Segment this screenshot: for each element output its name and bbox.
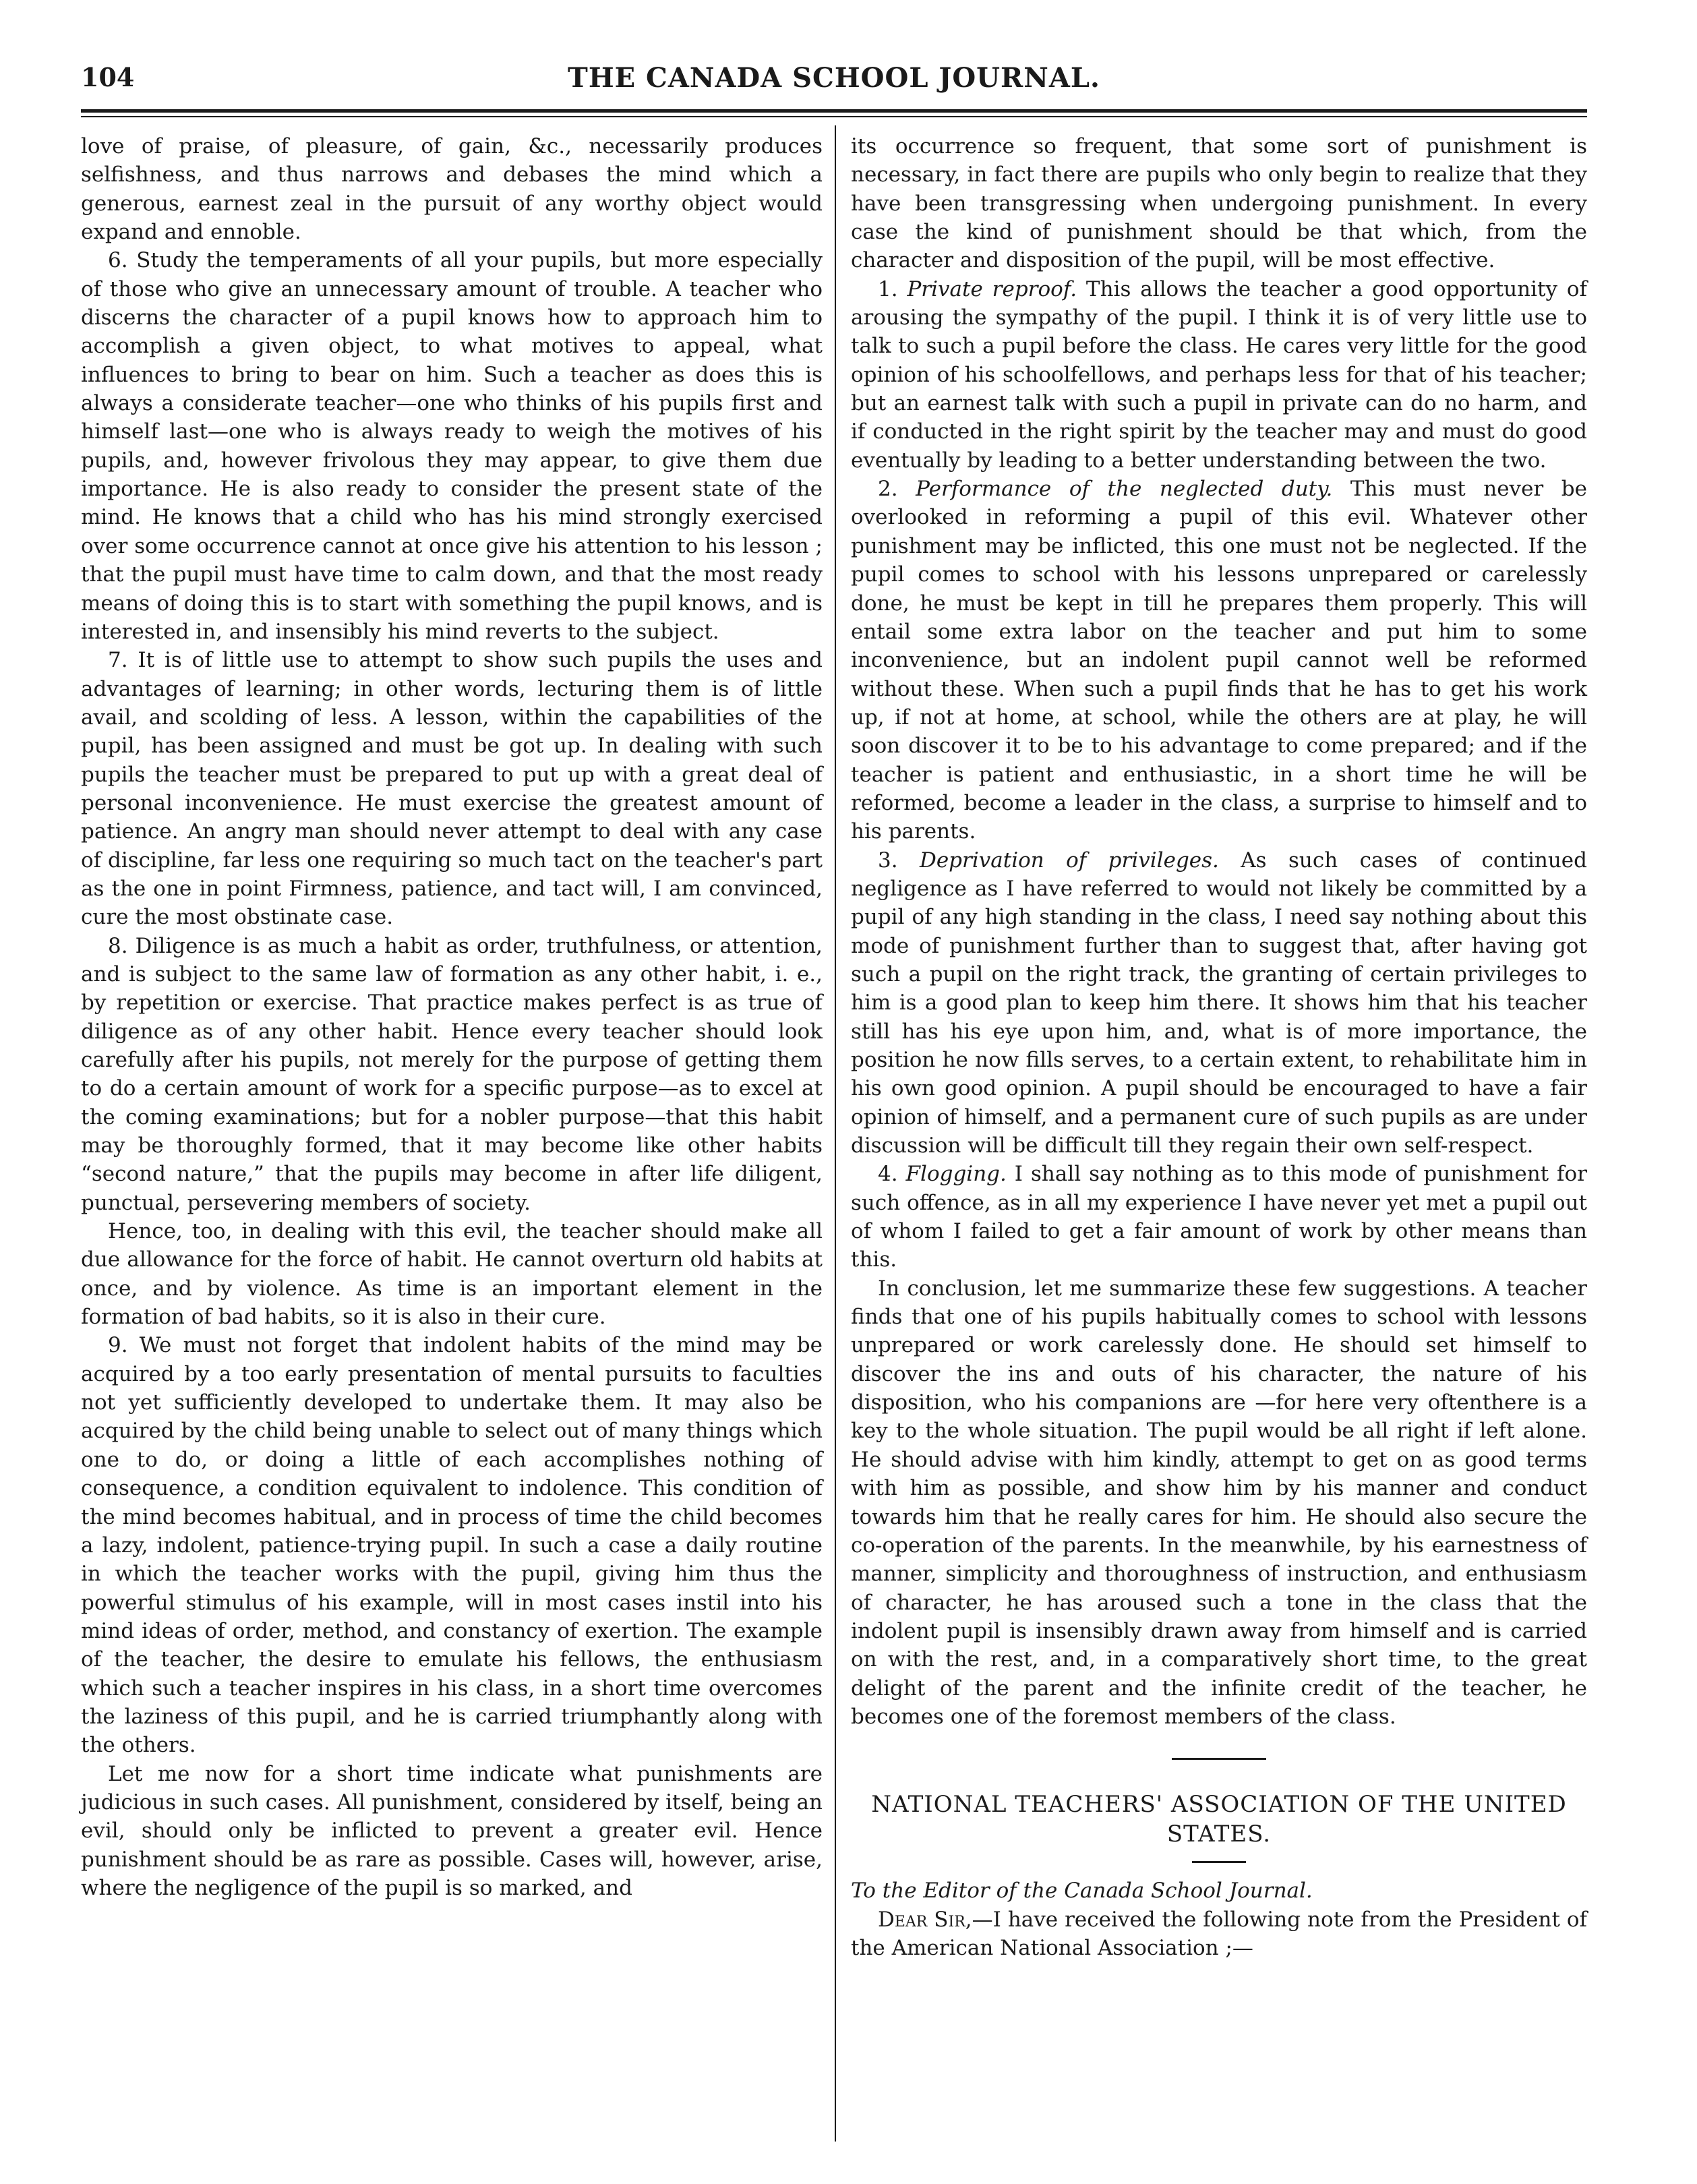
- section-divider: [1172, 1758, 1266, 1760]
- letter-paragraph: [851, 1906, 1587, 1963]
- paragraph: 6. Study the temperaments of all your pupils, but more especially of those who give an unnecessary amount of trouble. A teacher who discerns the character of a pupil knows how to approach him to accomplish a given object, to what motives to appeal, what influences to bring to bear on him. Such a teacher as does this is always a considerate teacher—one who thinks of his pupils first and himself last—one who is always ready to weigh the motives of his pupils, and, however frivolous they may appear, to give them due importance. He is also ready to consider the present state of the mind. He knows that a child who has his mind strongly exercised over some occurrence cannot at once give his attention to his lesson ; that the pupil must have time to calm down, and that the most ready means of doing this is to start with something the pupil knows, and is interested in, and insensibly his mind reverts to the subject.: [81, 248, 823, 644]
- paragraph-neglected-duty: [851, 475, 1587, 846]
- letter-salutation: To the Editor of the Canada School Journal.: [851, 1879, 1313, 1903]
- paragraph-private-reproof: [851, 275, 1587, 475]
- item-body: I shall say nothing as to this mode of punishment for such offence, as in all my experience I have never yet met a pupil out of whom I failed to get a fair amount of work by other means than this.: [851, 1162, 1587, 1272]
- paragraph: Let me now for a short time indicate what punishments are judicious in such cases. All punishment, considered by itself, being an evil, should only be inflicted to prevent a greater evil. Hence punishment should be as rare as possible. Cases will, however, arise, where the negligence of the pupil is so marked, and: [81, 1761, 823, 1900]
- item-title: Flogging.: [905, 1162, 1007, 1187]
- paragraph: 8. Diligence is as much a habit as order, truthfulness, or attention, and is subject to the same law of formation as any other habit, i. e., by repetition or exercise. That practice makes perfect is as true of diligence as of any other habit. Hence every teacher should look carefully after his pupils, not merely for the purpose of getting them to do a certain amount of work for a specific purpose—as to excel at the coming examinations; but for a nobler purpose—that this habit may be thoroughly formed, that it may become like other habits “second nature,” that the pupils may become in after life diligent, punctual, persevering members of society.: [81, 933, 823, 1215]
- column-divider: [835, 125, 836, 2142]
- right-column: [851, 132, 1587, 1962]
- paragraph: 7. It is of little use to attempt to show such pupils the uses and advantages of learning; in other words, lecturing them is of little avail, and scolding of less. A lesson, within the capabilities of the pupil, has been assigned and must be got up. In dealing with such pupils the teacher must be prepared to put up with a great deal of personal inconvenience. He must exercise the greatest amount of patience. An angry man should never attempt to deal with any case of discipline, far less one requiring so much tact on the teacher's part as the one in point Firmness, patience, and tact will, I am convinced, cure the most obstinate case.: [81, 648, 823, 930]
- item-number: 2.: [878, 477, 916, 502]
- letter-body: —I have received the following note from the President of the American National Association ;—: [851, 1907, 1587, 1960]
- header-rule-thin: [81, 116, 1587, 117]
- paragraph: its occurrence so frequent, that some sort of punishment is necessary, in fact there are pupils who only begin to realize that they have been transgressing when undergoing punishment. In every case the kind of punishment should be that which, from the character and disposition of the pupil, will be most effective.: [851, 134, 1587, 273]
- section-heading-rule: [1192, 1861, 1246, 1863]
- item-body: As such cases of continued negligence as I have referred to would not likely be committed by a pupil of any high standing in the class, I need say nothing about this mode of punishment further than to suggest that, after having got such a pupil on the right track, the granting of certain privileges to him is a good plan to keep him there. It shows him that his teacher still has his eye upon him, and, what is of more importance, the position he now fills serves, to a certain extent, to rehabilitate him in his own good opinion. A pupil should be encouraged to have a fair opinion of himself, and a permanent cure of such pupils as are under discussion will be difficult till they regain their own self-respect.: [851, 848, 1587, 1158]
- letter-greeting: Dear Sir,: [878, 1907, 972, 1932]
- item-body: This allows the teacher a good opportunity of arousing the sympathy of the pupil. I think it is of very little use to talk to such a pupil before the class. He cares very little for the good opinion of his schoolfellows, and perhaps less for that of his teacher; but an earnest talk with such a pupil in private can do no harm, and if conducted in the right spirit by the teacher may and must do good eventually by leading to a better understanding between the two.: [851, 276, 1588, 473]
- item-number: 3.: [878, 848, 920, 873]
- section-heading: NATIONAL TEACHERS' ASSOCIATION OF THE UNITED STATES.: [871, 1791, 1567, 1848]
- paragraph: Hence, too, in dealing with this evil, the teacher should make all due allowance for the force of habit. He cannot overturn old habits at once, and by violence. As time is an important element in the formation of bad habits, so it is also in their cure.: [81, 1219, 823, 1330]
- paragraph: 9. We must not forget that indolent habits of the mind may be acquired by a too early presentation of mental pursuits to faculties not yet sufficiently developed to undertake them. It may also be acquired by the child being unable to select out of many things which one to do, or doing a little of each accomplishes nothing of consequence, a condition equivalent to indolence. This condition of the mind becomes habitual, and in process of time the child becomes a lazy, indolent, patience-trying pupil. In such a case a daily routine in which the teacher works with the pupil, giving him thus the powerful stimulus of his example, will in most cases instil into his mind ideas of order, method, and constancy of exertion. The example of the teacher, the desire to emulate his fellows, the enthusiasm which such a teacher inspires in his class, in a short time overcomes the laziness of this pupil, and he is carried triumphantly along with the others.: [81, 1333, 823, 1758]
- left-column: [81, 132, 823, 1902]
- page-header: [81, 62, 1587, 102]
- item-number: 1.: [878, 276, 907, 301]
- paragraph-deprivation: [851, 846, 1587, 1160]
- item-number: 4.: [878, 1162, 906, 1187]
- header-rule-thick: [81, 109, 1587, 113]
- running-head: THE CANADA SCHOOL JOURNAL.: [568, 62, 1100, 94]
- paragraph: love of praise, of pleasure, of gain, &c., necessarily produces selfishness, and thus narrows and debases the mind which a generous, earnest zeal in the pursuit of any worthy object would expand and ennoble.: [81, 134, 823, 245]
- paragraph-conclusion: In conclusion, let me summarize these few suggestions. A teacher finds that one of his pupils habitually comes to school with lessons unprepared or work carelessly done. He should set himself to discover the ins and outs of his character, the nature of his disposition, who his companions are —for here very oftenthere is a key to the whole situation. The pupil would be all right if left alone. He should advise with him kindly, attempt to get on as good terms with him as possible, and show him by his manner and conduct towards him that he really cares for him. He should also secure the co-operation of the parents. In the meanwhile, by his earnestness of manner, simplicity and thoroughness of instruction, and enthusiasm of character, he has aroused such a tone in the class that the indolent pupil is insensibly drawn away from himself and is carried on with the rest, and, in a comparatively short time, to the great delight of the parent and the infinite credit of the teacher, he becomes one of the foremost members of the class.: [851, 1276, 1587, 1729]
- item-title: Private reproof.: [907, 276, 1077, 301]
- item-body: This must never be overlooked in reforming a pupil of this evil. Whatever other punishment may be inflicted, this one must not be neglected. If the pupil comes to school with his lessons unprepared or carelessly done, he must be kept in till he prepares them properly. This will entail some extra labor on the teacher and put him to some inconvenience, but an indolent pupil cannot well be reformed without these. When such a pupil finds that he has to get his work up, if not at home, at school, while the others are at play, he will soon discover it to be to his advantage to come prepared; and if the teacher is patient and enthusiastic, in a short time he will be reformed, become a leader in the class, a surprise to himself and to his parents.: [851, 477, 1587, 844]
- paragraph-flogging: [851, 1160, 1587, 1274]
- item-title: Performance of the neglected duty.: [916, 477, 1333, 502]
- page-number: 104: [81, 62, 135, 92]
- item-title: Deprivation of privileges.: [919, 848, 1219, 873]
